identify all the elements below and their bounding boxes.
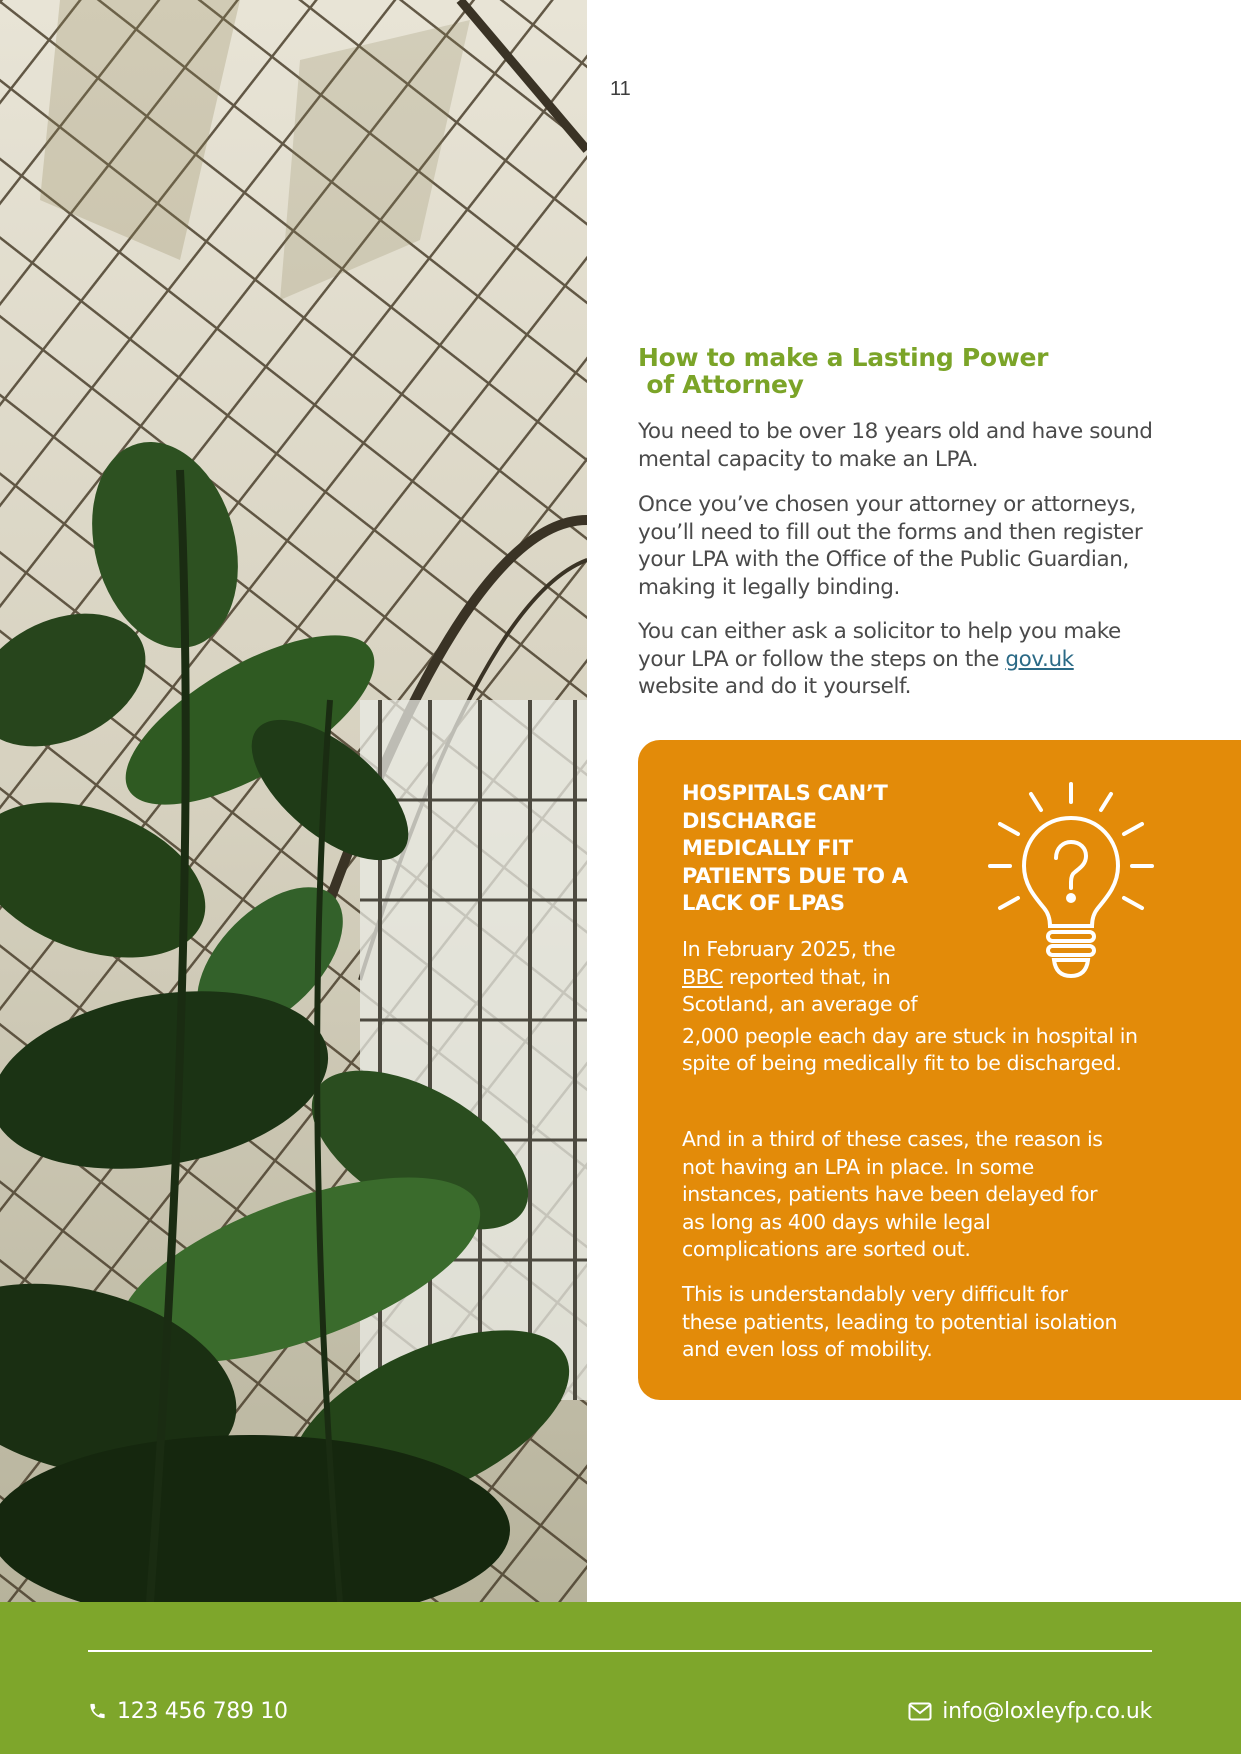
callout-title-line: DISCHARGE [682,808,817,833]
email-address: info@loxleyfp.co.uk [942,1698,1152,1724]
envelope-icon [908,1702,932,1721]
section-heading-line: of Attorney [638,370,804,399]
phone-number: 123 456 789 10 [117,1698,288,1724]
callout-text-segment: reported that, in [722,964,891,989]
footer [0,1602,1241,1754]
lpa-callout-box [638,740,1241,1400]
callout-title-line: LACK OF LPAS [682,891,845,915]
callout-title-line: MEDICALLY FIT [682,836,853,860]
body-paragraph [638,618,1158,701]
callout-paragraph [682,936,1162,1078]
body-paragraph: You need to be over 18 years old and have sound mental capacity to make an LPA. [638,419,1153,472]
callout-text-line [682,964,1162,992]
callout-title-line: PATIENTS DUE TO A [682,863,908,888]
footer-phone[interactable] [88,1696,288,1726]
greenhouse-plants-illustration [0,0,587,1602]
callout-text-line: 2,000 people each day are stuck in hospital in spite of being medically fit to be discharged. [682,1023,1138,1075]
callout-text-line: In February 2025, the [682,937,896,961]
body-text-segment: website and do it yourself. [638,674,912,699]
greenhouse-photo [0,0,587,1602]
callout-text-line: Scotland, an average of [682,992,918,1016]
section-heading-line: How to make a Lasting Power [638,343,1049,372]
callout-title-line: HOSPITALS CAN’T [682,781,888,805]
govuk-link[interactable]: gov.uk [1005,646,1074,672]
callout-paragraph: And in a third of these cases, the reason is not having an LPA in place. In some instances, patients have been delayed for as long as 400 days while legal complications are sorted out. [682,1127,1103,1261]
page-number: 11 [610,78,631,100]
phone-icon [88,1701,107,1721]
section-heading [638,344,1058,398]
body-text-segment: You can either ask a solicitor to help you make your LPA or follow the steps on the [638,619,1121,672]
callout-paragraph: This is understandably very difficult for these patients, leading to potential isolation and even loss of mobility. [682,1282,1118,1361]
body-paragraph: Once you’ve chosen your attorney or attorneys, you’ll need to fill out the forms and then register your LPA with the Office of the Public Guardian, making it legally binding. [638,492,1143,600]
footer-email[interactable] [908,1696,1152,1726]
footer-divider [88,1650,1152,1652]
bbc-link[interactable]: BBC [682,964,723,989]
callout-title [682,780,942,918]
